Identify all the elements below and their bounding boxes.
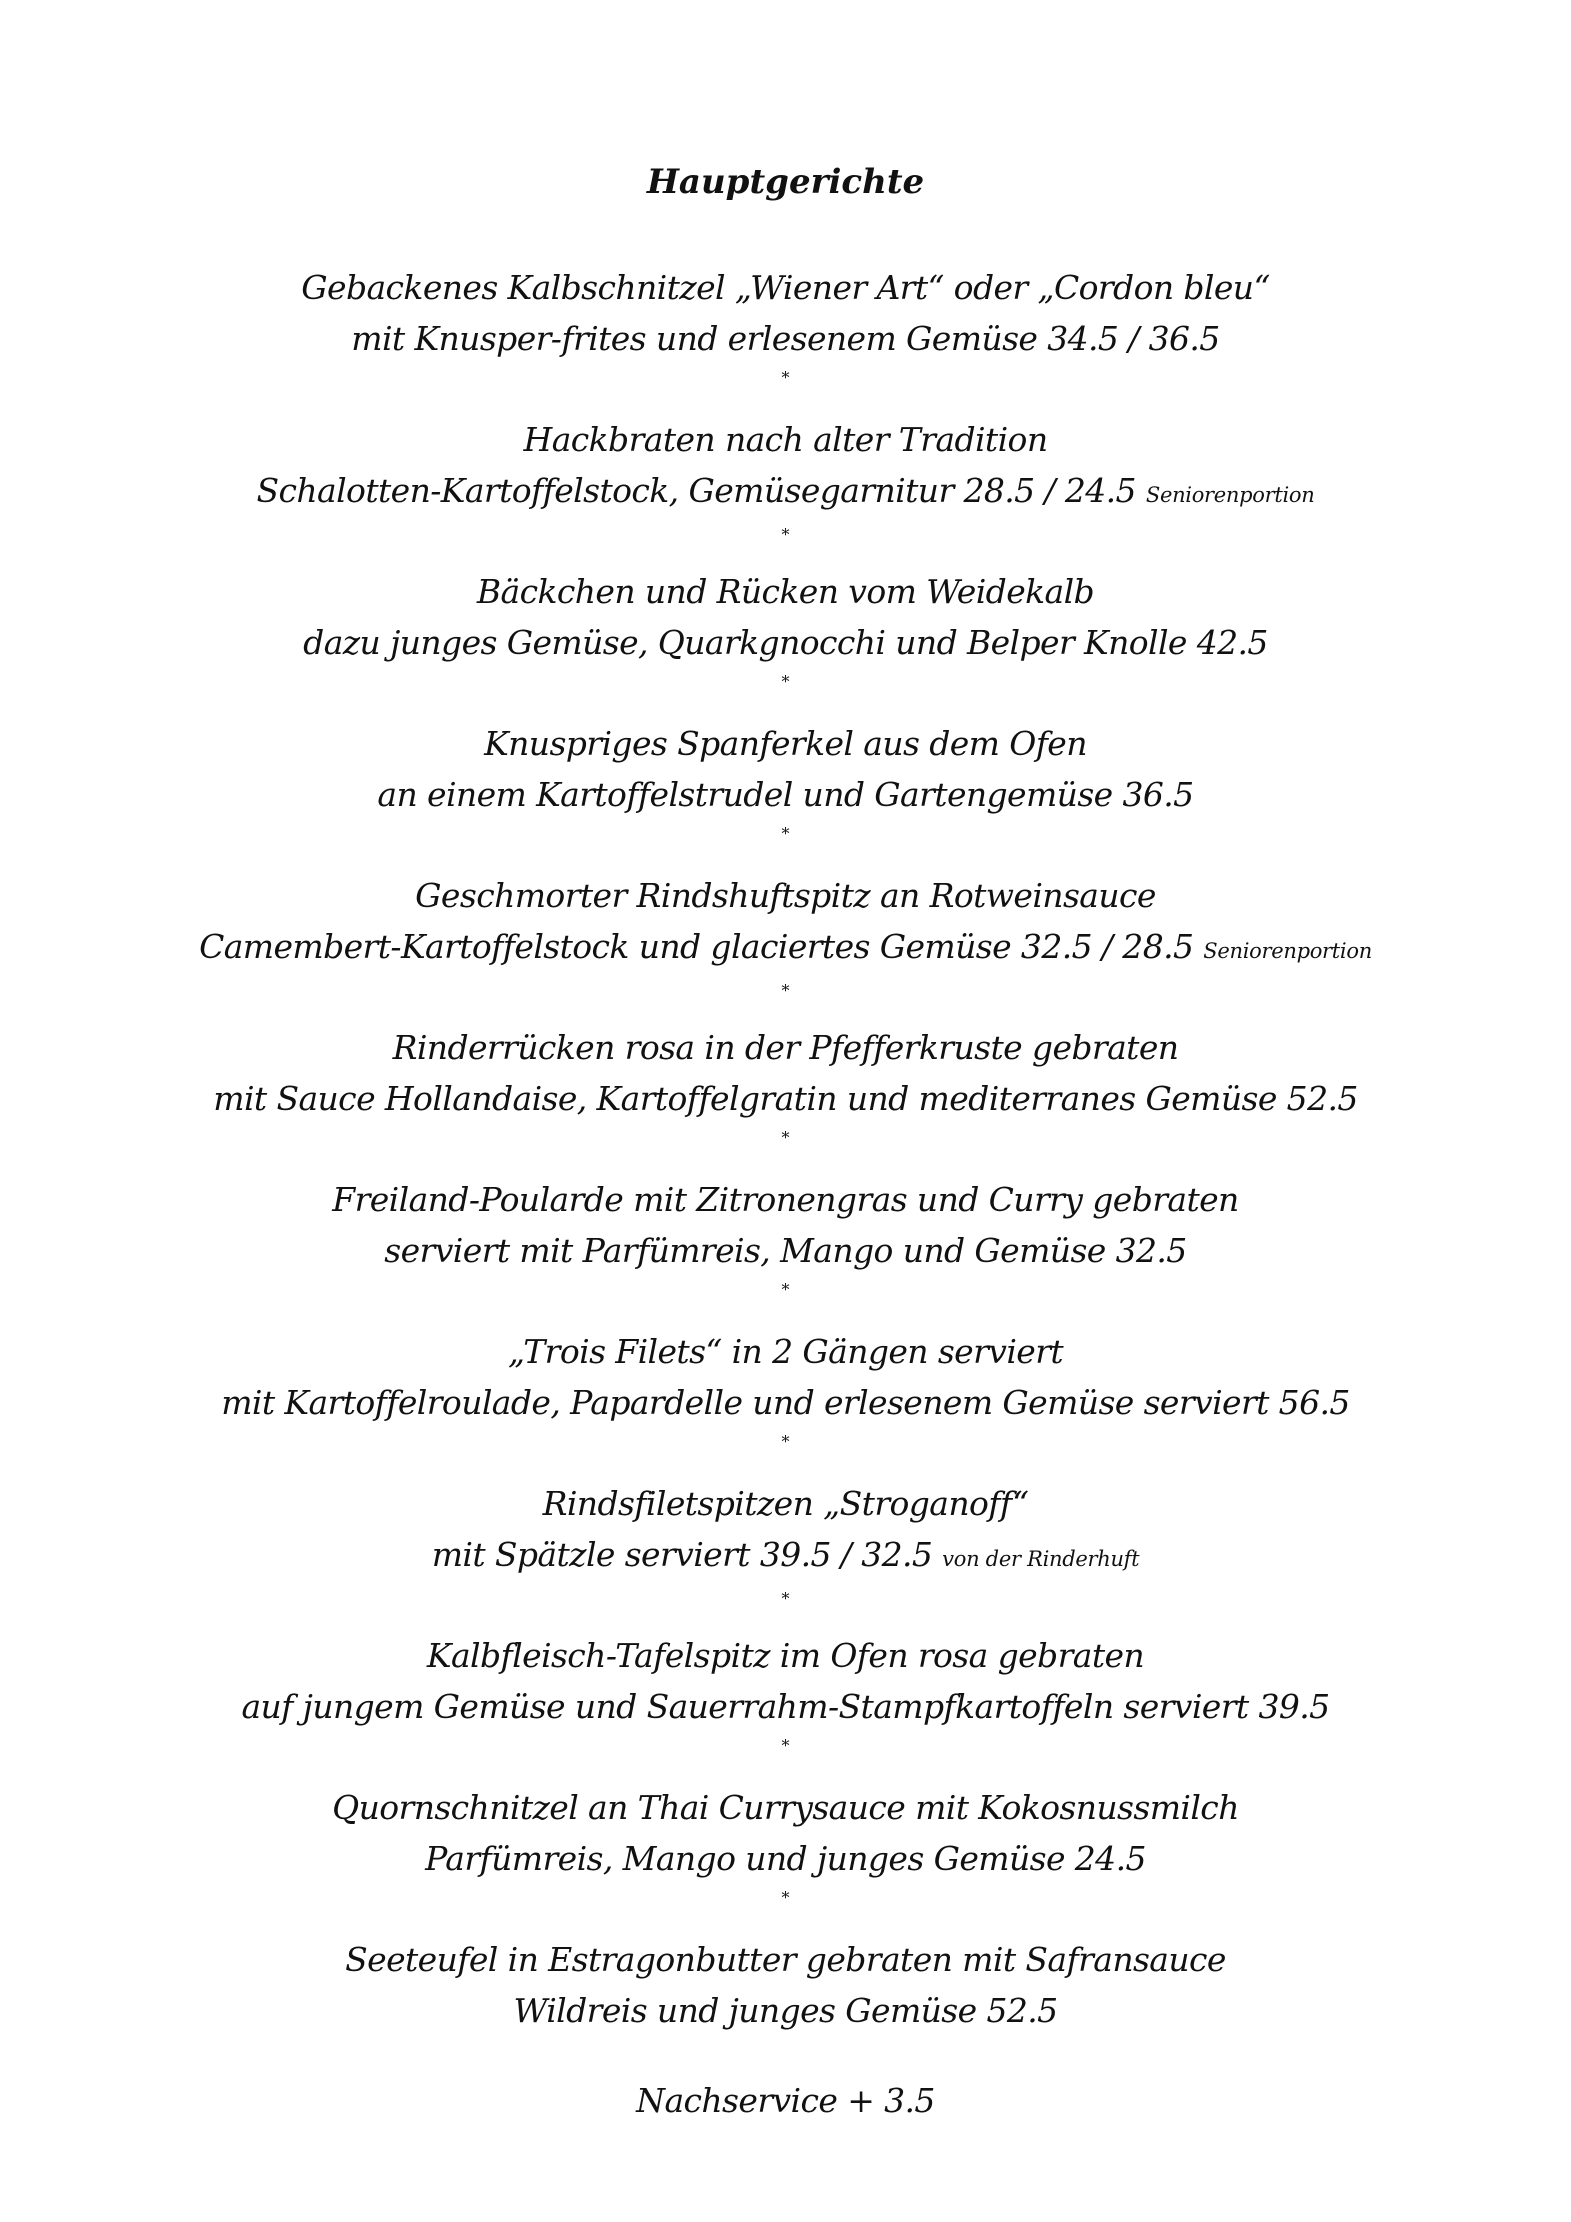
dish-description: Parfümreis, Mango und junges Gemüse 24.5 [425, 1839, 1146, 1878]
dish-name: Seeteufel in Estragonbutter gebraten mit Safransauce [345, 1940, 1226, 1979]
dish-list [0, 262, 1571, 2086]
dish-description: an einem Kartoffelstrudel und Gartengemüse 36.5 [377, 775, 1194, 814]
dish-name: Bäckchen und Rücken vom Weidekalb [476, 572, 1095, 611]
dish-item [0, 870, 1571, 1022]
star-separator: * [781, 672, 790, 691]
star-separator: * [781, 1888, 790, 1907]
portion-note: Seniorenportion [1203, 939, 1372, 963]
dish-item [0, 1478, 1571, 1630]
dish-item [0, 1782, 1571, 1934]
dish-name: Quornschnitzel an Thai Currysauce mit Kokosnussmilch [332, 1788, 1239, 1827]
dish-item [0, 1630, 1571, 1782]
star-separator: * [781, 1280, 790, 1299]
dish-description: Camembert-Kartoffelstock und glaciertes Gemüse 32.5 / 28.5 Seniorenportion [199, 927, 1372, 966]
star-separator: * [781, 981, 790, 1000]
dish-item [0, 566, 1571, 718]
star-separator: * [781, 1432, 790, 1451]
dish-description: dazu junges Gemüse, Quarkgnocchi und Belper Knolle 42.5 [303, 623, 1268, 662]
dish-name: Rindsfiletspitzen „Stroganoff“ [542, 1484, 1029, 1523]
dish-item [0, 718, 1571, 870]
portion-note: Seniorenportion [1145, 483, 1315, 507]
dish-description: auf jungem Gemüse und Sauerrahm-Stampfkartoffeln serviert 39.5 [241, 1687, 1330, 1726]
dish-description: mit Sauce Hollandaise, Kartoffelgratin und mediterranes Gemüse 52.5 [213, 1079, 1358, 1118]
dish-description: mit Spätzle serviert 39.5 / 32.5 von der Rinderhuft [431, 1535, 1140, 1574]
dish-name: Knuspriges Spanferkel aus dem Ofen [484, 724, 1087, 763]
dish-name: Geschmorter Rindshuftspitz an Rotweinsauce [415, 876, 1156, 915]
dish-item [0, 1174, 1571, 1326]
star-separator: * [781, 368, 790, 387]
dish-description: Schalotten-Kartoffelstock, Gemüsegarnitur 28.5 / 24.5 Seniorenportion [256, 471, 1315, 510]
extra-service-note: Nachservice + 3.5 [636, 2081, 935, 2120]
dish-name: Hackbraten nach alter Tradition [523, 420, 1048, 459]
dish-name: Freiland-Poularde mit Zitronengras und Curry gebraten [332, 1180, 1239, 1219]
dish-description: mit Knusper-frites und erlesenem Gemüse 34.5 / 36.5 [351, 319, 1220, 358]
dish-item [0, 414, 1571, 566]
dish-description: serviert mit Parfümreis, Mango und Gemüse 32.5 [384, 1231, 1187, 1270]
dish-name: Kalbfleisch-Tafelspitz im Ofen rosa gebraten [426, 1636, 1145, 1675]
menu-title: Hauptgerichte [646, 162, 925, 202]
dish-item [0, 1934, 1571, 2086]
star-separator: * [781, 1589, 790, 1608]
dish-item [0, 1326, 1571, 1478]
portion-note: von der Rinderhuft [942, 1547, 1140, 1571]
dish-item [0, 1022, 1571, 1174]
star-separator: * [781, 1128, 790, 1147]
dish-item [0, 262, 1571, 414]
star-separator: * [781, 824, 790, 843]
dish-name: „Trois Filets“ in 2 Gängen serviert [507, 1332, 1064, 1371]
dish-name: Rinderrücken rosa in der Pfefferkruste gebraten [392, 1028, 1179, 1067]
star-separator: * [781, 1736, 790, 1755]
dish-description: Wildreis und junges Gemüse 52.5 [513, 1991, 1058, 2030]
dish-name: Gebackenes Kalbschnitzel „Wiener Art“ oder „Cordon bleu“ [301, 268, 1270, 307]
dish-description: mit Kartoffelroulade, Papardelle und erlesenem Gemüse serviert 56.5 [221, 1383, 1350, 1422]
star-separator: * [781, 525, 790, 544]
